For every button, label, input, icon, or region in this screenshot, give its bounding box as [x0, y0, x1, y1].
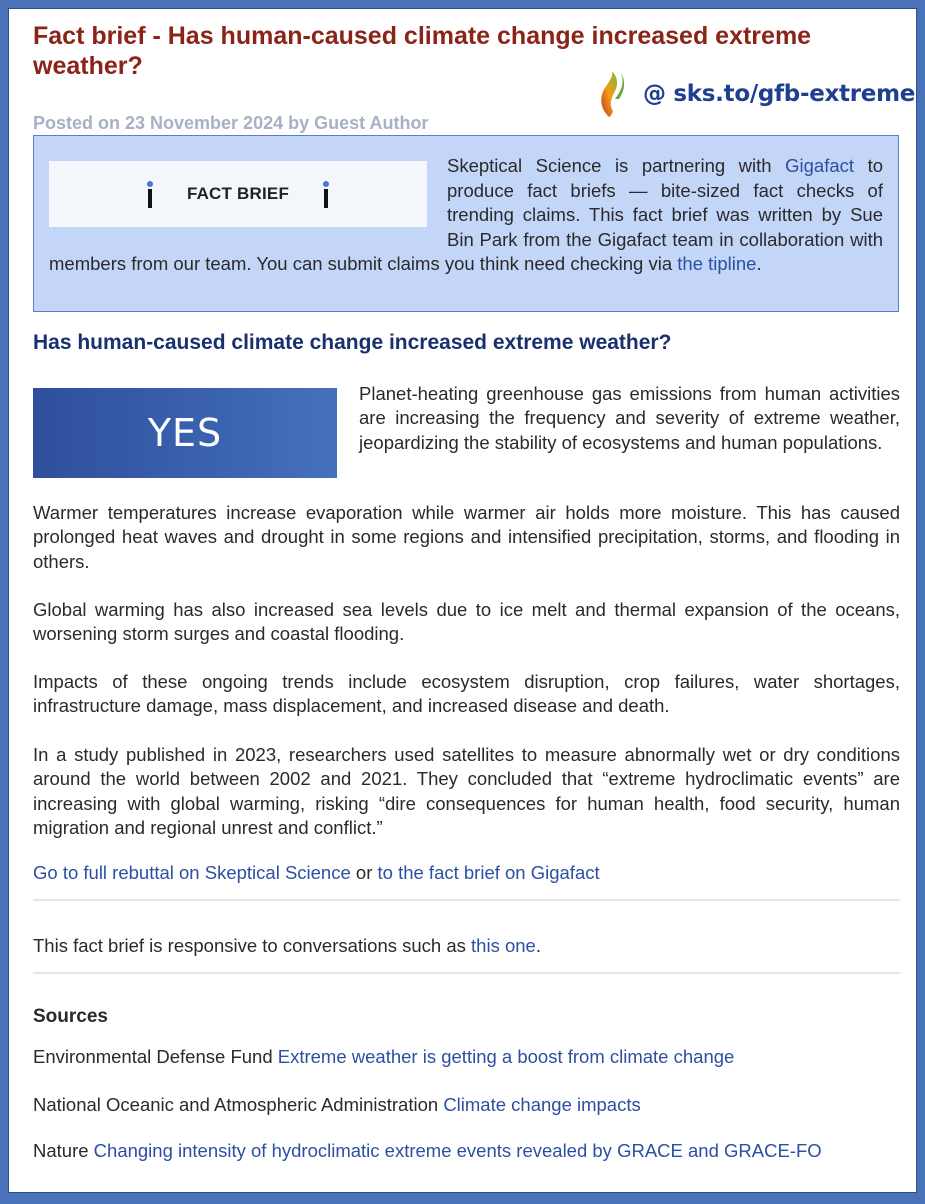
responsive-text: This fact brief is responsive to conversations such as	[33, 935, 472, 956]
verdict-text: YES	[147, 411, 223, 455]
page-title: Fact brief - Has human-caused climate change increased extreme weather?	[33, 22, 812, 80]
brand-handle-text: @ sks.to/gfb-extreme	[643, 81, 916, 107]
article-heading: Has human-caused climate change increased extreme weather?	[33, 331, 672, 354]
verdict-badge	[33, 388, 337, 478]
partnership-text-3: .	[756, 253, 762, 274]
source-item	[33, 1045, 900, 1069]
summary-paragraph: Planet-heating greenhouse gas emissions from human activities are increasing the frequency and severity of extreme weather, jeopardizing the stability of ecosystems and human populations.	[359, 383, 900, 453]
sks-logo-icon	[595, 69, 627, 119]
body-paragraph: Global warming has also increased sea levels due to ice melt and thermal expansion of the oceans, worsening storm surges and coastal flooding.	[33, 599, 900, 645]
source-item	[33, 1093, 900, 1117]
partnership-notice	[33, 135, 899, 312]
source-org: Nature	[33, 1140, 89, 1161]
body-paragraph: In a study published in 2023, researchers used satellites to measure abnormally wet or dry conditions around the world between 2002 and 2021. They concluded that “extreme hydroclimatic events” are increasing with global warming, risking “dire consequences for human health, food security, human migration and regional unrest and conflict.”	[33, 744, 900, 838]
rebuttal-links	[33, 861, 900, 885]
partnership-text-2: to produce fact briefs — bite-sized fact checks of trending claims. This fact brief was written by Sue Bin Park from the Gigafact team in collaboration with members from our team. You can submit claims you think need checking via	[49, 155, 883, 274]
divider	[33, 972, 900, 974]
fact-brief-label: FACT BRIEF	[186, 184, 290, 203]
gigafact-brief-link[interactable]: to the fact brief on Gigafact	[377, 862, 600, 883]
info-icon	[147, 181, 153, 208]
full-rebuttal-link[interactable]: Go to full rebuttal on Skeptical Science	[33, 862, 351, 883]
page-frame	[8, 8, 917, 1193]
fact-brief-badge	[49, 161, 427, 227]
this-one-link[interactable]: this one	[471, 935, 536, 956]
responsive-end: .	[535, 935, 541, 956]
or-text: or	[350, 862, 378, 883]
source-link[interactable]: Climate change impacts	[443, 1094, 641, 1115]
post-meta: Posted on 23 November 2024 by Guest Author	[33, 113, 429, 133]
brand-handle	[595, 69, 915, 119]
info-icon	[323, 181, 329, 208]
source-org: Environmental Defense Fund	[33, 1046, 273, 1067]
gigafact-link[interactable]: Gigafact	[785, 155, 855, 176]
source-org: National Oceanic and Atmospheric Administration	[33, 1094, 439, 1115]
body-paragraph: Warmer temperatures increase evaporation while warmer air holds more moisture. This has caused prolonged heat waves and drought in some regions and intensified precipitation, storms, and flooding in others.	[33, 502, 900, 572]
tipline-link[interactable]: the tipline	[677, 253, 757, 274]
partnership-text-1: Skeptical Science is partnering with	[447, 155, 786, 176]
source-link[interactable]: Extreme weather is getting a boost from climate change	[277, 1046, 735, 1067]
divider	[33, 899, 900, 901]
responsive-note	[33, 934, 900, 958]
sources-heading: Sources	[33, 1006, 108, 1027]
source-item	[33, 1139, 900, 1163]
source-link[interactable]: Changing intensity of hydroclimatic extreme events revealed by GRACE and GRACE-FO	[93, 1140, 822, 1161]
body-paragraph: Impacts of these ongoing trends include ecosystem disruption, crop failures, water shortages, infrastructure damage, mass displacement, and increased disease and death.	[33, 671, 900, 717]
